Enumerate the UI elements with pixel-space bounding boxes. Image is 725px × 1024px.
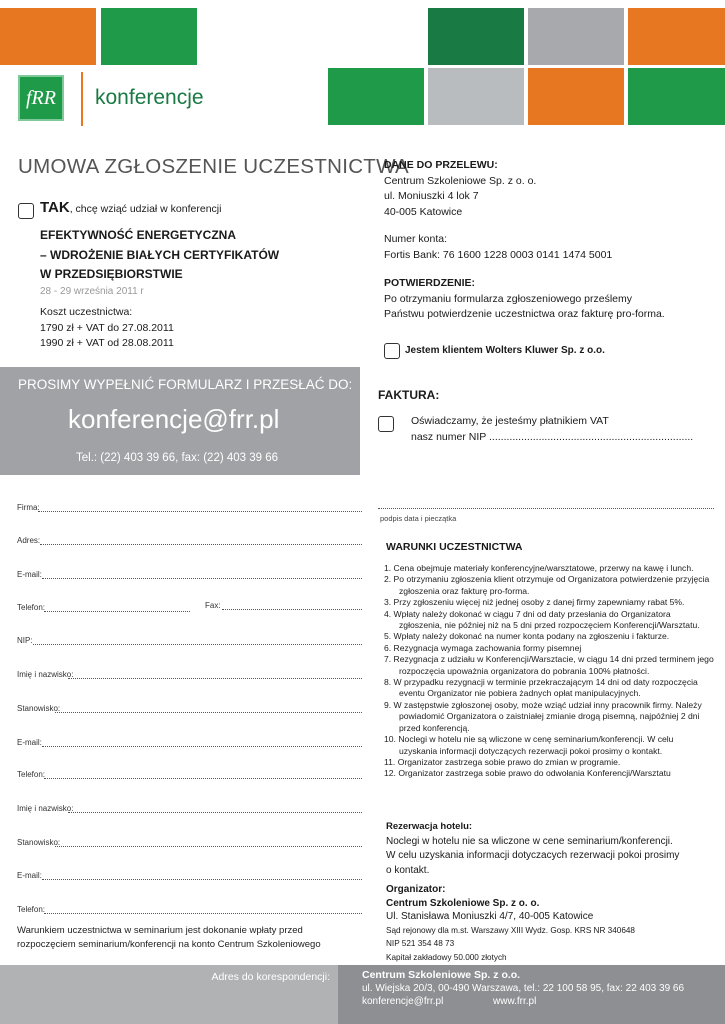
condition-item: 11. Organizator zastrzega sobie prawo do zmian w programie.: [384, 756, 621, 767]
signature-label: podpis data i pieczątka: [380, 514, 457, 523]
client-checkbox[interactable]: [384, 343, 400, 359]
condition-item: 7. Rezygnacja z udziału w Konferencji/Warsztacie, w ciągu 14 dni przed terminem jego rozpoczęcia upoważnia organizatora do pobrania 100% płatności.: [384, 654, 714, 676]
participation-checkbox[interactable]: [18, 203, 34, 219]
confirmation-section: [384, 276, 665, 323]
conditions-list: [384, 563, 714, 780]
organizer-court: Sąd rejonowy dla m.st. Warszawy XIII Wydz. Gosp. KRS NR 340648: [386, 925, 635, 935]
account-number: Fortis Bank: 76 1600 1228 0003 0141 1474 5001: [384, 248, 613, 261]
event-date: 28 - 29 września 2011 r: [40, 286, 144, 297]
conditions-heading: WARUNKI UCZESTNICTWA: [386, 541, 523, 553]
condition-item: 3. Przy zgłoszeniu więcej niż jednej osoby z danej firmy zapewniamy rabat 5%.: [384, 597, 685, 608]
field-label-email: E-mail:: [17, 570, 42, 579]
page-title: UMOWA ZGŁOSZENIE UCZESTNICTWA: [18, 155, 409, 178]
telefon-input[interactable]: [44, 913, 362, 914]
condition-item: 8. W przypadku rezygnacji w terminie przekraczającym 14 dni od daty rozpoczęcia eventu Organizator nie pobiera żadnych opłat manipulacyjnych.: [384, 677, 698, 699]
field-label-telefon: Telefon:: [17, 770, 46, 779]
footer-www[interactable]: www.frr.pl: [493, 996, 537, 1007]
color-block: [528, 68, 624, 125]
condition-item: 4. Wpłaty należy dokonać w ciągu 7 dni od daty przesłania do Organizatora zgłoszenia, nie później niż na 5 dni przed rozpoczęciem Konferencji/Warsztatu.: [384, 608, 700, 631]
payment-note: [17, 924, 321, 951]
condition-item: 6. Rezygnacja wymaga zachowania formy pisemnej: [384, 642, 582, 653]
email-input[interactable]: [42, 879, 362, 880]
condition-item: 9. W zastępstwie zgłoszonej osoby, może wziąć udział inny pracownik firmy. Należy powiadomić Organizatora o zaistniałej zmianie drogą pisemną, najpóźniej 2 dni przed konferencją.: [384, 699, 702, 733]
event-title-line: – WDROŻENIE BIAŁYCH CERTYFIKATÓW: [40, 247, 280, 262]
color-block: [328, 68, 424, 125]
color-block: [101, 8, 197, 65]
cost-label: Koszt uczestnictwa:: [40, 306, 133, 318]
footer-right: [338, 965, 725, 1024]
imie-input[interactable]: [68, 678, 362, 679]
hotel-line: Noclegi w hotelu nie sa wliczone w cene seminarium/konferencji.: [386, 835, 673, 847]
frr-logo: [18, 75, 64, 121]
hotel-line: o kontakt.: [386, 864, 430, 876]
logo-divider: [81, 72, 83, 126]
contact-phone: Tel.: (22) 403 39 66, fax: (22) 403 39 66: [76, 452, 279, 464]
hotel-heading: Rezerwacja hotelu:: [386, 821, 473, 832]
signature-line[interactable]: [378, 508, 714, 509]
payment-note-line: Warunkiem uczestnictwa w seminarium jest dokonanie wpłaty przed: [17, 925, 303, 936]
cost-line: 1790 zł + VAT do 27.08.2011: [40, 321, 174, 334]
account-section: [384, 232, 612, 263]
imie-input[interactable]: [68, 812, 362, 813]
confirmation-heading: POTWIERDZENIE:: [384, 277, 475, 289]
contact-email[interactable]: konferencje@frr.pl: [68, 404, 280, 434]
telefon-input[interactable]: [44, 611, 190, 612]
adres-input[interactable]: [40, 544, 362, 545]
field-label-email: E-mail:: [17, 871, 42, 880]
transfer-heading: DANE DO PRZELEWU:: [384, 159, 498, 171]
contact-heading: PROSIMY WYPEŁNIĆ FORMULARZ I PRZESŁAĆ DO:: [18, 377, 353, 392]
color-block: [428, 8, 524, 65]
field-label-telefon: Telefon:: [17, 905, 46, 914]
firma-input[interactable]: [38, 511, 362, 512]
transfer-line: ul. Moniuszki 4 lok 7: [384, 190, 479, 202]
logo-text: konferencje: [95, 86, 204, 109]
event-title: [40, 226, 279, 285]
vat-checkbox[interactable]: [378, 416, 394, 432]
color-block: [428, 68, 524, 125]
transfer-section: [384, 158, 536, 220]
logo-mark: fRR: [26, 86, 56, 109]
invoice-heading: FAKTURA:: [378, 388, 440, 402]
field-label-stanowisko: Stanowisko:: [17, 704, 61, 713]
footer-left: [0, 965, 338, 1024]
participation-text: [40, 199, 221, 216]
field-label-stanowisko: Stanowisko:: [17, 838, 61, 847]
condition-item: 1. Cena obejmuje materiały konferencyjne/warsztatowe, przerwy na kawę i lunch.: [384, 563, 694, 573]
condition-item: 12. Organizator zastrzega sobie prawo do odwołania Konferencji/Warsztatu: [384, 768, 671, 779]
color-block: [0, 8, 96, 65]
cost-block: [40, 305, 174, 352]
organizer-capital: Kapitał zakładowy 50.000 złotych: [386, 952, 507, 962]
organizer-heading: Organizator:: [386, 884, 446, 895]
field-label-email: E-mail:: [17, 738, 42, 747]
footer-email[interactable]: konferencje@frr.pl: [362, 996, 444, 1007]
field-label-imie: Imię i nazwisko:: [17, 670, 74, 679]
fax-input[interactable]: [222, 609, 362, 610]
invoice-nip-line: nasz numer NIP ......................................................................: [411, 430, 694, 443]
color-block: [628, 68, 725, 125]
event-title-line: W PRZEDSIĘBIORSTWIE: [40, 267, 183, 281]
email-input[interactable]: [42, 578, 362, 579]
transfer-line: 40-005 Katowice: [384, 205, 463, 218]
telefon-input[interactable]: [44, 778, 362, 779]
condition-item: 10. Noclegi w hotelu nie są wliczone w cenę seminarium/konferencji. W celu uzyskania informacji dotyczących rezerwacji pokoi prosimy o kontakt.: [384, 734, 674, 756]
contact-box: [0, 367, 360, 475]
hotel-line: W celu uzyskania informacji dotyczacych rezerwacji pokoi prosimy: [386, 850, 680, 861]
condition-item: 5. Wpłaty należy dokonać na numer konta podany na zgłoszeniu i fakturze.: [384, 631, 670, 642]
invoice-line: Oświadczamy, że jesteśmy płatnikiem VAT: [411, 415, 609, 427]
footer-label: Adres do korespondencji:: [211, 971, 330, 983]
footer-address: ul. Wiejska 20/3, 00-490 Warszawa, tel.: 22 100 58 95, fax: 22 403 39 66: [362, 983, 685, 994]
tak-label: TAK: [40, 199, 70, 216]
cost-line: 1990 zł + VAT od 28.08.2011: [40, 337, 174, 349]
field-label-imie: Imię i nazwisko:: [17, 804, 74, 813]
field-label-fax: Fax:: [205, 601, 221, 610]
organizer-name: Centrum Szkoleniowe Sp. z o. o.: [386, 897, 540, 909]
tak-rest: , chcę wziąć udział w konferencji: [69, 203, 222, 215]
confirmation-line: Po otrzymaniu formularza zgłoszeniowego prześlemy: [384, 292, 633, 305]
condition-item: 2. Po otrzymaniu zgłoszenia klient otrzymuje od Organizatora potwierdzenie przyjęcia zgłoszenia oraz fakturę pro-forma.: [384, 574, 710, 596]
payment-note-line: rozpoczęciem seminarium/konferencji na konto Centrum Szkoleniowego: [17, 938, 321, 950]
event-title-line: EFEKTYWNOŚĆ ENERGETYCZNA: [40, 228, 237, 242]
hotel-section: [386, 820, 679, 878]
organizer-nip: NIP 521 354 48 73: [386, 939, 455, 948]
transfer-line: Centrum Szkoleniowe Sp. z o. o.: [384, 174, 537, 187]
field-label-firma: Firma:: [17, 503, 40, 512]
stanowisko-input[interactable]: [55, 712, 362, 713]
footer-company: Centrum Szkoleniowe Sp. z o.o.: [362, 969, 521, 981]
client-checkbox-label: Jestem klientem Wolters Kluwer Sp. z o.o.: [405, 345, 605, 356]
account-label: Numer konta:: [384, 233, 448, 245]
field-label-telefon: Telefon:: [17, 603, 46, 612]
nip-input[interactable]: [33, 644, 362, 645]
invoice-text: [411, 414, 693, 445]
color-block: [628, 8, 725, 65]
email-input[interactable]: [42, 746, 362, 747]
field-label-nip: NIP:: [17, 636, 33, 645]
color-block: [528, 8, 624, 65]
field-label-adres: Adres:: [17, 536, 41, 545]
organizer-address: Ul. Stanisława Moniuszki 4/7, 40-005 Katowice: [386, 911, 594, 922]
organizer-section: [386, 883, 635, 964]
stanowisko-input[interactable]: [55, 846, 362, 847]
confirmation-line: Państwu potwierdzenie uczestnictwa oraz fakturę pro-forma.: [384, 308, 665, 320]
